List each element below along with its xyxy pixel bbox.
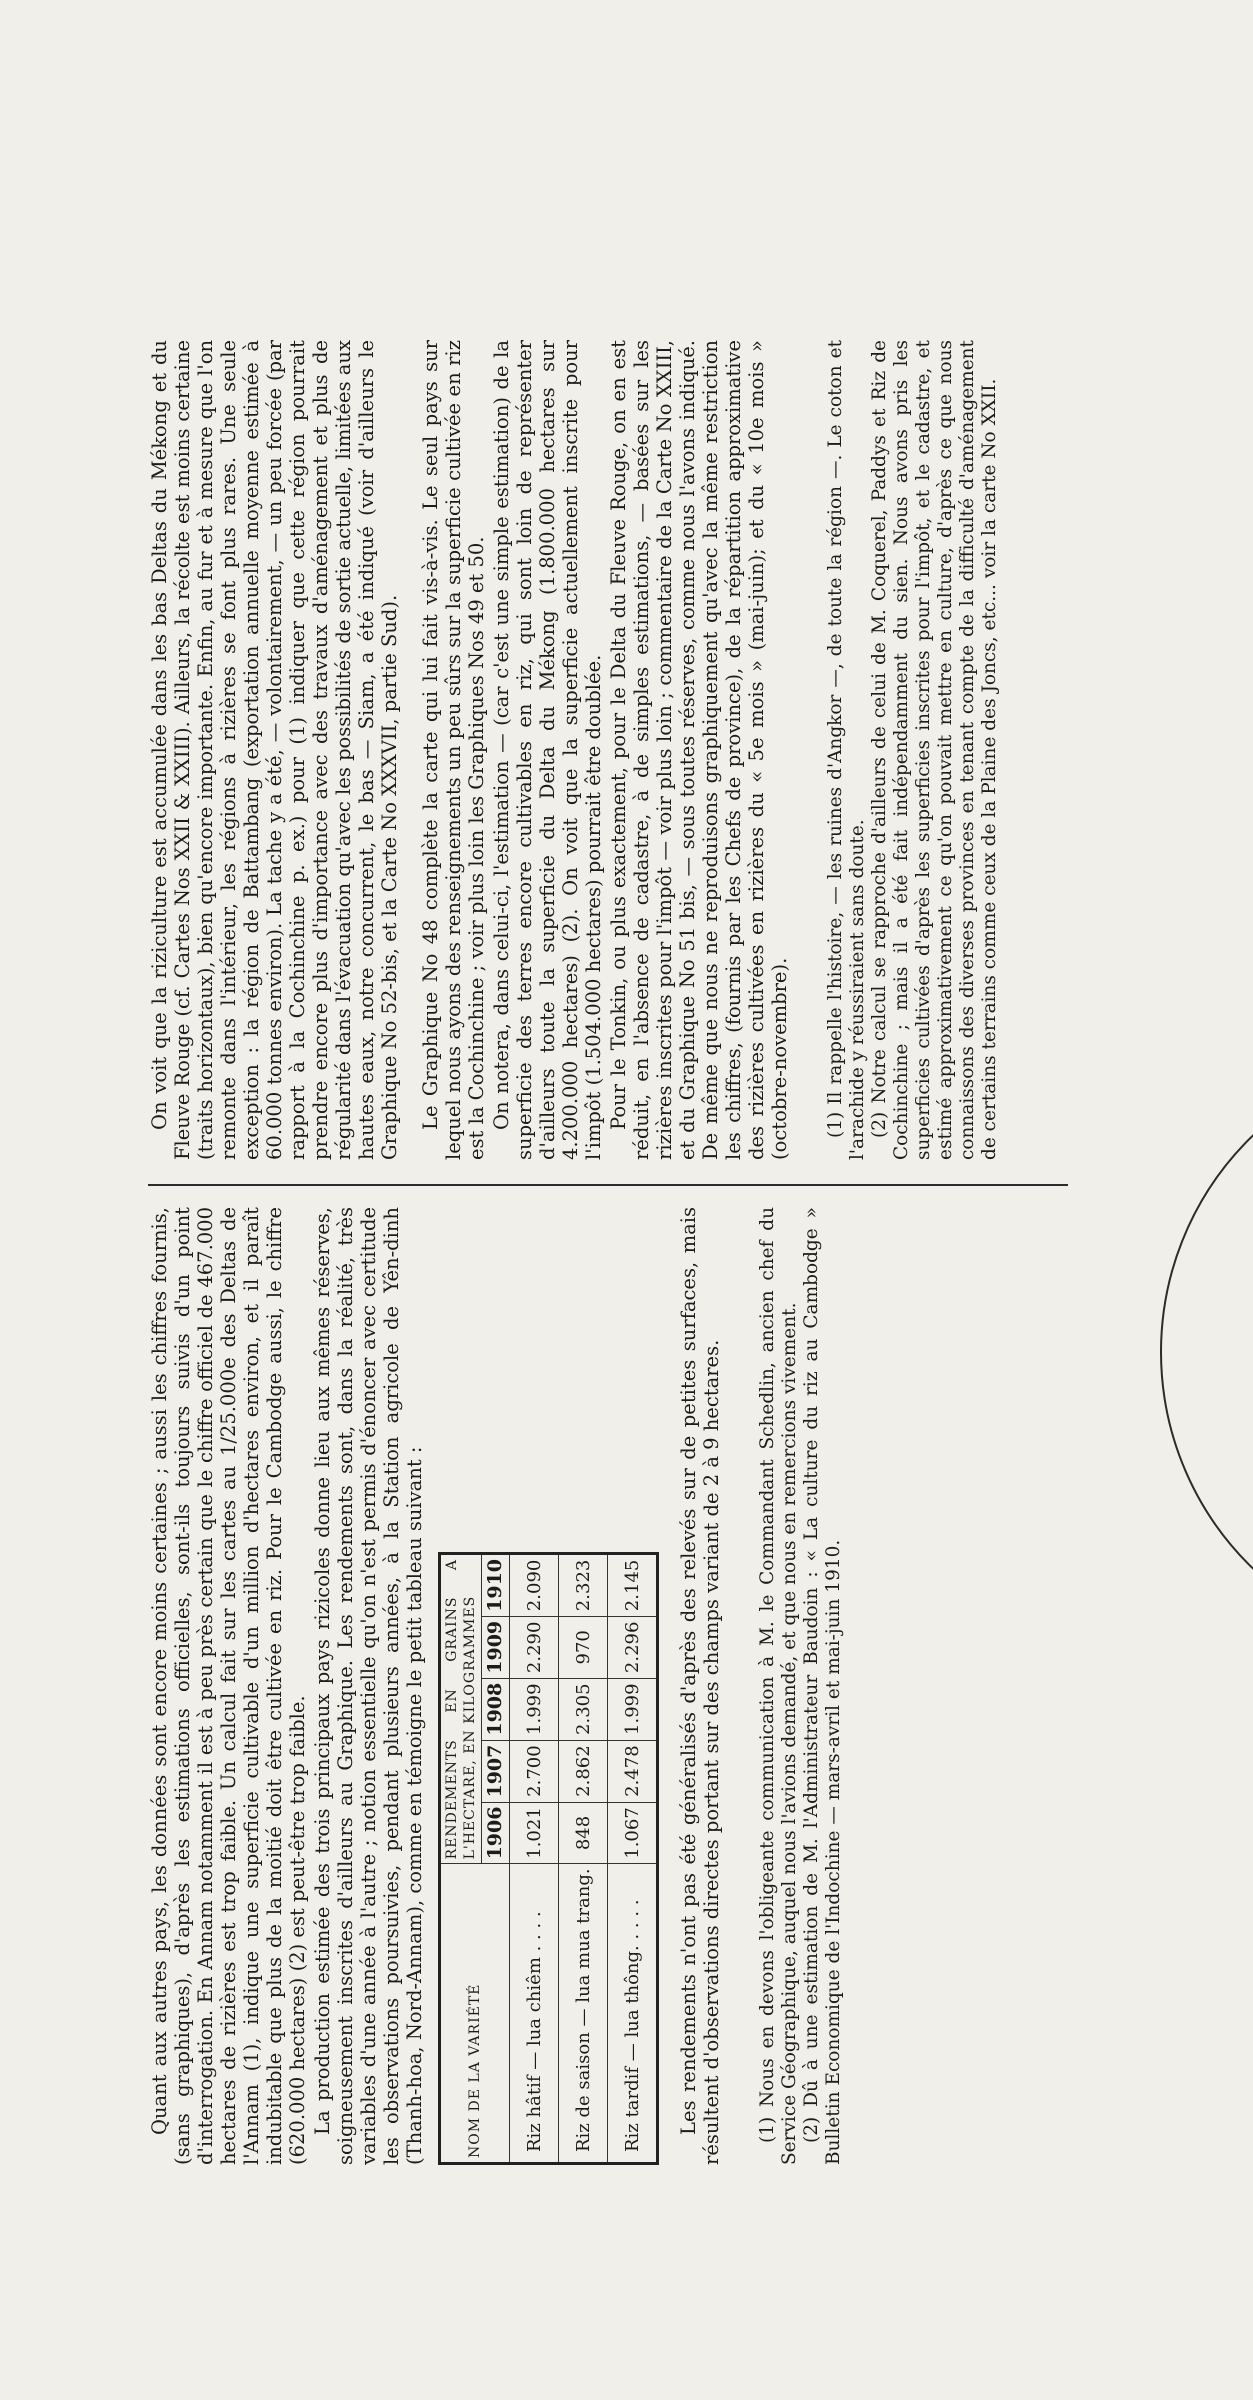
year-header: 1908: [482, 1678, 510, 1740]
value-cell: 1.021: [510, 1802, 559, 1864]
value-cell: 2.323: [559, 1553, 608, 1616]
yield-table: [438, 1552, 659, 2165]
table-row: [608, 1553, 658, 2163]
paragraph: On voit que la riziculture est accumulée dans les bas Deltas du Mékong et du Fleuve Rouge (cf. Cartes Nos XXII & XXIII). Ailleurs, la récolte est moins certaine (traits horizontaux), bien qu'encore importante. Enfin, au fur et à mesure que l'on remonte dans l'intérieur, les régions à rizières se font plus rares. Une seule exception : la région de Battambang (exportation annuelle moyenne estimée à 60.000 tonnes environ). La tache y a été, — volontairement, — un peu forcée (par rapport à la Cochinchine p. ex.) pour (1) indiquer que cette région pourrait prendre encore plus d'importance avec des travaux d'aménagement et plus de régularité dans l'évacuation qu'avec les possibilités de sortie actuelle, limitées aux hautes eaux, notre concurrent, le bas — Siam, a été indiqué (voir d'ailleurs le Graphique No 52-bis, et la Carte No XXXVII, partie Sud).: [148, 340, 401, 1160]
column-divider: [148, 1184, 1068, 1186]
value-cell: 2.090: [510, 1553, 559, 1616]
value-cell: 1.999: [608, 1678, 658, 1740]
value-cell: 2.862: [559, 1740, 608, 1802]
value-cell: 2.296: [608, 1616, 658, 1678]
footnotes: [825, 340, 1001, 1160]
table-row: [510, 1553, 559, 2163]
paragraph: On notera, dans celui-ci, l'estimation — (car c'est une simple estimation) de la superficie des terres encore cultivables en riz, qui sont loin de représenter d'ailleurs toute la superficie du Delta du Mékong (1.800.000 hectares sur 4.200.000 hectares) (2). On voit que la superficie actuellement inscrite pour l'impôt (1.504.000 hectares) pourrait être doublée.: [490, 340, 605, 1160]
value-cell: 970: [559, 1616, 608, 1678]
value-cell: 2.700: [510, 1740, 559, 1802]
variety-cell: Riz de saison — lua mua trang.: [559, 1864, 608, 2164]
paragraph: Le Graphique No 48 complète la carte qui lui fait vis-à-vis. Le seul pays sur lequel nous ayons des renseignements un peu sûrs sur la superficie cultivée en riz est la Cochinchine ; voir plus loin les Graphiques Nos 49 et 50.: [419, 340, 488, 1160]
table-row: [559, 1553, 608, 2163]
value-cell: 1.999: [510, 1678, 559, 1740]
value-cell: 2.478: [608, 1740, 658, 1802]
footnotes: [757, 1207, 845, 2165]
variety-header: NOM DE LA VARIÉTÉ: [440, 1864, 510, 2164]
year-header: 1909: [482, 1616, 510, 1678]
value-cell: 848: [559, 1802, 608, 1864]
variety-cell: Riz hâtif — lua chiêm . . . .: [510, 1864, 559, 2164]
paragraph: Quant aux autres pays, les données sont encore moins certaines ; aussi les chiffres fournis, (sans graphiques), d'après les estimations officielles, sont-ils toujours suivis d'un point d'interrogation. En Annam notamment il est à peu près certain que le chiffre officiel de 467.000 hectares de rizières est trop faible. Un calcul fait sur les cartes au 1/25.000e des Deltas de l'Annam (1), indique une superficie cultivable d'un million d'hectares environ, et il paraît indubitable que plus de la moitié doit être cultivée en riz. Pour le Cambodge aussi, le chiffre (620.000 hectares) (2) est peut-être trop faible.: [148, 1207, 309, 2165]
value-cell: 2.145: [608, 1553, 658, 1616]
paragraph: La production estimée des trois principaux pays rizicoles donne lieu aux mêmes réserves, soigneusement inscrites d'ailleurs au Graphique. Les rendements sont, dans la réalité, très variables d'une année à l'autre ; notion essentielle qu'on n'est permis d'énoncer avec certitude les observations poursuivies, pendant plusieurs années, à la Station agricole de Yên-dinh (Thanh-hoa, Nord-Annam), comme en témoigne le petit tableau suivant :: [311, 1207, 426, 2165]
footnote: (1) Il rappelle l'histoire, — les ruines d'Angkor —, de toute la région —. Le coton et l'arachide y réussiraient sans doute.: [825, 340, 868, 1160]
paragraph: Pour le Tonkin, ou plus exactement, pour le Delta du Fleuve Rouge, on en est réduit, en l'absence de cadastre, à de simples estimations, — basées sur les rizières inscrites pour l'impôt — voir plus loin ; commentaire de la Carte No XXIII, et du Graphique No 51 bis, — sous toutes réserves, comme nous l'avons indiqué. De même que nous ne reproduisons graphiquement qu'avec la même restriction les chiffres, (fournis par les Chefs de province), de la répartition approximative des rizières cultivées en rizières du « 5e mois » (mai-juin); et du « 10e mois » (octobre-novembre).: [607, 340, 791, 1160]
footnote: (2) Notre calcul se rapproche d'ailleurs de celui de M. Coquerel, Paddys et Riz de Cochinchine ; mais il a été fait indépendamment du sien. Nous avons pris les superficies cultivées d'après les superficies inscrites pour l'impôt, et le cadastre, et estimé approximativement ce qu'on pouvait mettre en culture, d'après ce que nous connaissons des diverses provinces en tenant compte de la difficulté d'aménagement de certains terrains comme ceux de la Plaine des Joncs, etc... voir la carte No XXII.: [869, 340, 1000, 1160]
value-cell: 2.305: [559, 1678, 608, 1740]
footnote: (2) Dû à une estimation de M. l'Administrateur Baudoin : « La culture du riz au Cambodge » Bulletin Economique de l'Indochine — mars-avril et mai-juin 1910.: [801, 1207, 844, 2165]
year-header: 1907: [482, 1740, 510, 1802]
right-column: [148, 1207, 845, 2165]
paragraph: Les rendements n'ont pas été généralisés d'après des relevés sur de petites surfaces, mais résultent d'observations directes portant sur des champs variant de 2 à 9 hectares.: [677, 1207, 723, 2165]
year-header: 1910: [482, 1553, 510, 1616]
variety-cell: Riz tardif — lua thông. . . . .: [608, 1864, 658, 2164]
year-header: 1906: [482, 1802, 510, 1864]
yield-group-header: RENDEMENTS EN GRAINS A L'HECTARE, EN KILOGRAMMES: [440, 1553, 482, 1863]
footnote: (1) Nous en devons l'obligeante communication à M. le Commandant Schedlin, ancien chef du Service Géographique, auquel nous l'avions demandé, et que nous en remercions vivement.: [757, 1207, 800, 2165]
value-cell: 1.067: [608, 1802, 658, 1864]
left-column: [148, 340, 1001, 1160]
value-cell: 2.290: [510, 1616, 559, 1678]
